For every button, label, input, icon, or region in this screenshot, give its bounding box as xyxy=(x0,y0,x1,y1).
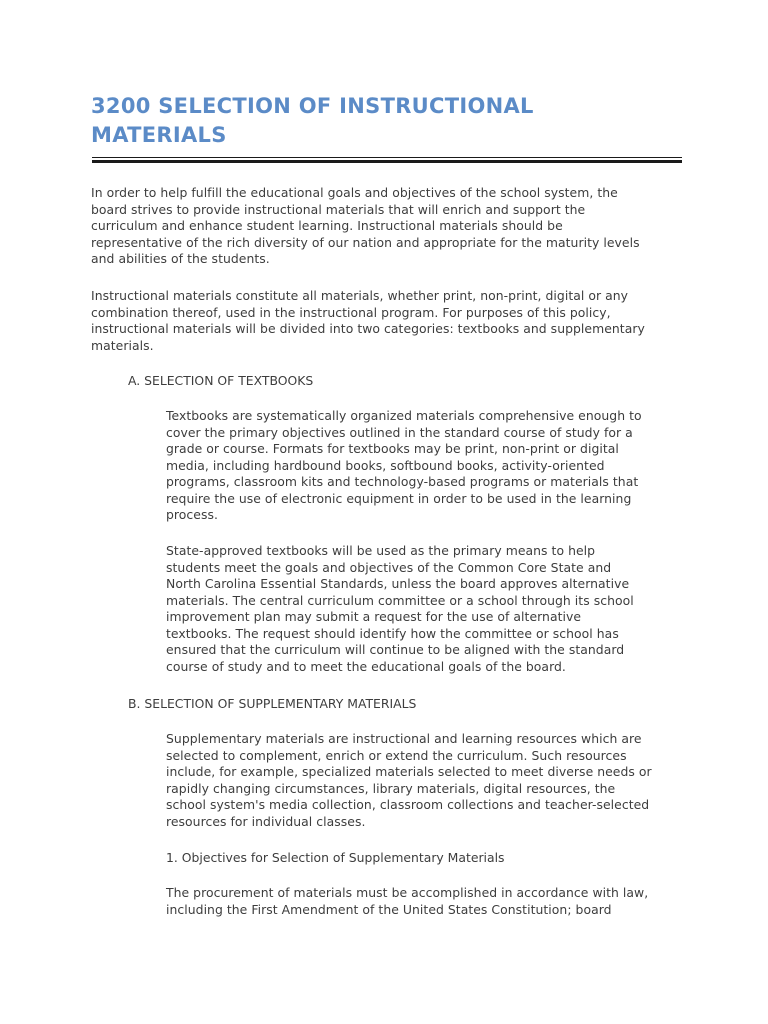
text-line: and abilities of the students. xyxy=(91,251,270,266)
divider-thin-line xyxy=(92,157,682,158)
text-line: The procurement of materials must be accomplished in accordance with law, xyxy=(166,885,649,900)
text-line: resources for individual classes. xyxy=(166,813,366,829)
text-line: combination thereof, used in the instructional program. For purposes of this policy, xyxy=(91,304,611,320)
text-line: selected to complement, enrich or extend the curriculum. Such resources xyxy=(166,747,627,763)
text-line: materials. xyxy=(91,337,154,353)
text-line: process. xyxy=(166,507,218,522)
text-line: including the First Amendment of the United States Constitution; board xyxy=(166,901,612,917)
section-b-paragraph-1 xyxy=(166,731,652,830)
page-title xyxy=(91,92,691,150)
text-line: curriculum and enhance student learning. Instructional materials should be xyxy=(91,218,563,233)
text-line: board strives to provide instructional materials that will enrich and support the xyxy=(91,201,586,217)
title-line: 3200 SELECTION OF INSTRUCTIONAL xyxy=(91,94,534,118)
section-b1-heading: 1. Objectives for Selection of Supplementary Materials xyxy=(166,850,505,865)
text-line: school system's media collection, classroom collections and teacher-selected xyxy=(166,797,650,812)
intro-paragraph-1 xyxy=(91,185,640,268)
section-a-heading: A. SELECTION OF TEXTBOOKS xyxy=(128,373,314,388)
section-a-paragraph-1 xyxy=(166,408,642,524)
text-line: Instructional materials constitute all materials, whether print, non-print, digital or any xyxy=(91,288,629,303)
text-line: students meet the goals and objectives of the Common Core State and xyxy=(166,559,612,575)
title-line: MATERIALS xyxy=(91,123,227,147)
text-line: media, including hardbound books, softbound books, activity-oriented xyxy=(166,457,605,473)
text-line: Textbooks are systematically organized materials comprehensive enough to xyxy=(166,408,642,423)
section-a-paragraph-2 xyxy=(166,543,634,675)
text-line: course of study and to meet the educational goals of the board. xyxy=(166,658,566,674)
text-line: State-approved textbooks will be used as the primary means to help xyxy=(166,543,596,558)
text-line: rapidly changing circumstances, library materials, digital resources, the xyxy=(166,780,616,796)
text-line: Supplementary materials are instructional and learning resources which are xyxy=(166,731,642,746)
section-b-heading: B. SELECTION OF SUPPLEMENTARY MATERIALS xyxy=(128,696,417,711)
text-line: In order to help fulfill the educational goals and objectives of the school system, the xyxy=(91,185,618,200)
text-line: materials. The central curriculum committee or a school through its school xyxy=(166,592,634,608)
text-line: include, for example, specialized materials selected to meet diverse needs or xyxy=(166,764,652,779)
intro-paragraph-2 xyxy=(91,288,645,354)
text-line: require the use of electronic equipment in order to be used in the learning xyxy=(166,490,632,506)
text-line: instructional materials will be divided into two categories: textbooks and supplementary xyxy=(91,321,645,336)
title-divider xyxy=(92,157,682,164)
divider-thick-line xyxy=(92,160,682,163)
text-line: ensured that the curriculum will continue to be aligned with the standard xyxy=(166,642,625,657)
text-line: grade or course. Formats for textbooks may be print, non-print or digital xyxy=(166,441,619,456)
text-line: textbooks. The request should identify how the committee or school has xyxy=(166,625,619,641)
section-b1-paragraph-1 xyxy=(166,885,648,918)
text-line: North Carolina Essential Standards, unless the board approves alternative xyxy=(166,576,630,591)
text-line: programs, classroom kits and technology-based programs or materials that xyxy=(166,474,639,489)
text-line: representative of the rich diversity of our nation and appropriate for the maturity levels xyxy=(91,234,640,250)
text-line: cover the primary objectives outlined in the standard course of study for a xyxy=(166,424,633,440)
text-line: improvement plan may submit a request for the use of alternative xyxy=(166,609,582,624)
